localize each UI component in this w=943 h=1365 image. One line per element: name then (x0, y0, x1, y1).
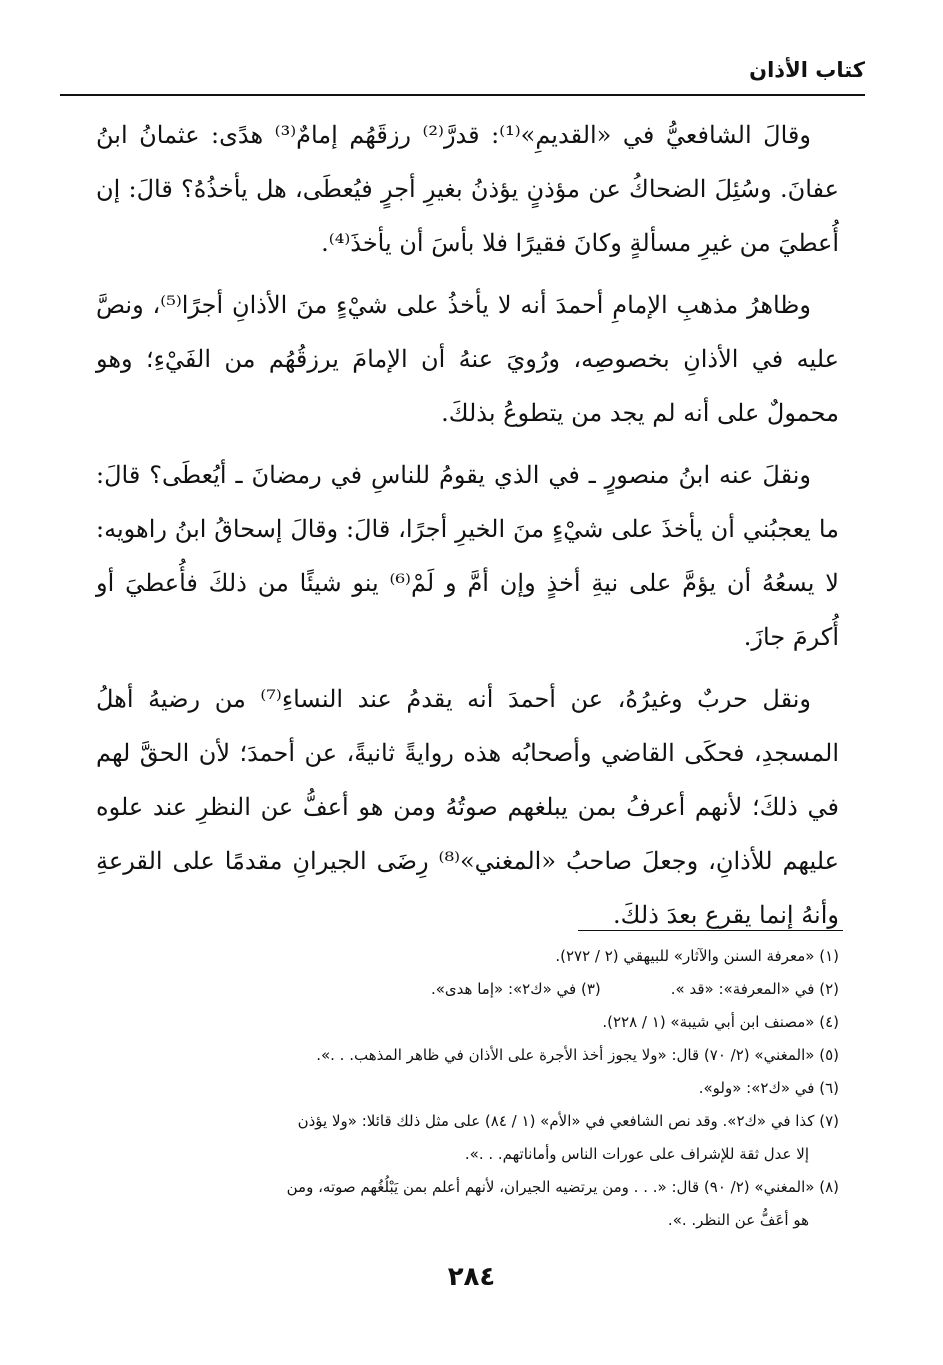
header-title: كتاب الأذان (749, 58, 865, 82)
footnote-8-continued: هو أعَفُّ عن النظر. .». (667, 1211, 809, 1229)
footnote-2: (٢) في «المعرفة»: «قد ». (670, 980, 839, 998)
footnote-4: (٤) «مصنف ابن أبي شيبة» (١ / ٢٢٨). (602, 1013, 839, 1031)
footnote-6: (٦) في «ك٢»: «ولو». (698, 1079, 839, 1097)
footnote-7-continued: إلا عدل ثقة للإشراف على عورات الناس وأماناتهم. . .». (464, 1145, 809, 1163)
footnote-separator (578, 930, 843, 931)
footnote-1: (١) «معرفة السنن والآثار» للبيهقي (٢ / ٢٧٢). (555, 947, 839, 965)
footnote-3: (٣) في «ك٢»: «إما هدى». (430, 980, 601, 998)
footnote-row-2-3 (90, 973, 839, 1006)
footnotes (90, 940, 839, 1237)
footnote-7: (٧) كذا في «ك٢». وقد نص الشافعي في «الأم» (١ / ٨٤) على مثل ذلك قائلا: «ولا يؤذن (297, 1112, 839, 1130)
page-number: ٢٨٤ (447, 1262, 496, 1292)
paragraph-4: ونقل حربٌ وغيرُهُ، عن أحمدَ أنه يقدمُ عند النساءِ⁽⁷⁾ من رضيهُ أهلُ المسجدِ، فحكَى القاضي وأصحابُه هذه روايةً ثانيةً، عن أحمدَ؛ لأن الحقَّ لهم في ذلكَ؛ لأنهم أعرفُ بمن يبلغهم صوتُهُ ومن هو أعفُّ عن النظرِ عند علوه عليهم للأذانِ، وجعلَ صاحبُ «المغني»⁽⁸⁾ رِضَى الجيرانِ مقدمًا على القرعةِ وأنهُ إنما يقرع بعدَ ذلكَ. (96, 685, 840, 929)
footnote-8: (٨) «المغني» (٢/ ٩٠) قال: «. . . ومن يرتضيه الجيران، لأنهم أعلم بمن يَبْلُغُهم صوته، ومن (286, 1178, 839, 1196)
paragraph-3: ونقلَ عنه ابنُ منصورٍ ـ في الذي يقومُ للناسِ في رمضانَ ـ أيُعطَى؟ قالَ: ما يعجبُني أن يأخذَ على شيْءٍ منَ الخيرِ أجرًا، قالَ: وقالَ إسحاقُ ابنُ راهويه: لا يسعُهُ أن يؤمَّ على نيةِ أخذٍ وإن أمَّ و لَمْ⁽⁶⁾ ينو شيئًا من ذلكَ فأُعطيَ أو أُكرمَ جازَ. (96, 461, 839, 651)
footnote-5: (٥) «المغني» (٢/ ٧٠) قال: «ولا يجوز أخذ الأجرة على الأذان في ظاهر المذهب. . .». (316, 1046, 839, 1064)
running-header (60, 52, 865, 96)
paragraph-2: وظاهرُ مذهبِ الإمامِ أحمدَ أنه لا يأخذُ على شيْءٍ منَ الأذانِ أجرًا⁽⁵⁾، ونصَّ عليه في الأذانِ بخصوصِه، ورُويَ عنهُ أن الإمامَ يرزقُهُم من الفَيْءِ؛ وهو محمولٌ على أنه لم يجد من يتطوعُ بذلكَ. (96, 291, 839, 427)
paragraph-1: وقالَ الشافعيُّ في «القديمِ»⁽¹⁾: قدرَّ⁽²⁾ رزقَهُم إمامٌ⁽³⁾ هدًى: عثمانُ ابنُ عفانَ. وسُئِلَ الضحاكُ عن مؤذنٍ يؤذنُ بغيرِ أجرٍ فيُعطَى، هل يأخذُهُ؟ قالَ: إن أُعطيَ من غيرِ مسألةٍ وكانَ فقيرًا فلا بأسَ أن يأخذَ⁽⁴⁾. (96, 121, 839, 257)
main-text (96, 108, 839, 950)
